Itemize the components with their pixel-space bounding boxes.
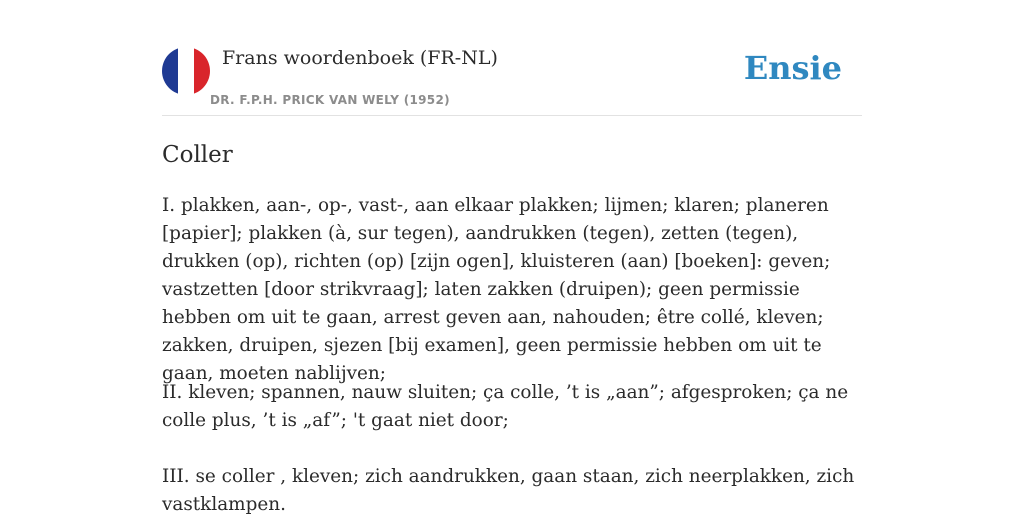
flag-stripe-red xyxy=(194,47,210,95)
ensie-logo[interactable]: Ensie xyxy=(743,49,842,87)
definition-item: I. plakken, aan-, op-, vast-, aan elkaar plakken; lijmen; klaren; planeren [papier]; plakken (à, sur tegen), aandrukken (tegen), zetten (tegen), drukken (op), richten (op) [zijn ogen], kluisteren (aan) [boeken]: geven; vastzetten [door strikvraag]; laten zakken (druipen); geen permissie hebben om uit te gaan, arrest geven aan, nahouden; être collé, kleven; zakken, druipen, sjezen [bij examen], geen permissie hebben om uit te gaan, moeten nablijven; xyxy=(162,195,831,384)
definition-item: II. kleven; spannen, nauw sluiten; ça colle, ’t is „aan”; afgesproken; ça ne colle plus, ’t is „af”; 't gaat niet door; xyxy=(162,382,849,431)
page-container xyxy=(162,0,862,515)
france-flag-icon xyxy=(162,47,210,95)
flag-stripe-white xyxy=(178,47,194,95)
dictionary-author: DR. F.P.H. PRICK VAN WELY (1952) xyxy=(210,93,450,107)
definition-item: III. se coller , kleven; zich aandrukken, gaan staan, zich neerplakken, zich vastklampen. xyxy=(162,466,855,515)
flag-stripe-blue xyxy=(162,47,178,95)
entry-word: Coller xyxy=(162,142,233,168)
dictionary-title[interactable]: Frans woordenboek (FR-NL) xyxy=(222,47,498,69)
dictionary-header xyxy=(162,0,862,116)
